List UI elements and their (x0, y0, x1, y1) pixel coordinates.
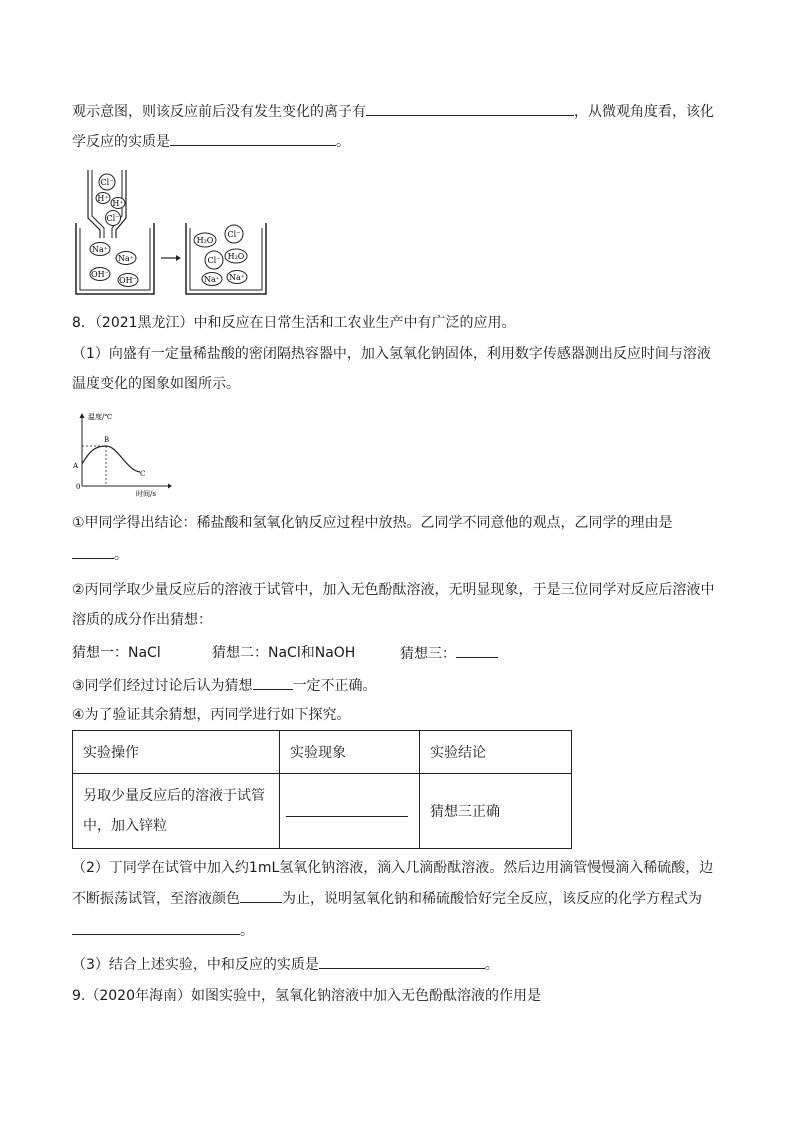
q8-p1-line1: （1）向盛有一定量稀盐酸的密闭隔热容器中，加入氢氧化钠固体，利用数字传感器测出反应时间与溶液 (72, 346, 711, 362)
table-header-row (73, 731, 572, 774)
q8-p2-line2: 不断振荡试管，至溶液颜色 为止，说明氢氧化钠和稀硫酸恰好完全反应，该反应的化学方程式为 (72, 888, 702, 909)
right-ions (194, 225, 247, 286)
experiment-table (72, 730, 572, 849)
arrow-icon (161, 255, 181, 261)
svg-text:H⁺: H⁺ (97, 194, 109, 203)
dropper (88, 170, 100, 238)
q9-text: 9.（2020年海南）如图实验中，氢氧化钠溶液中加入无色酚酞溶液的作用是 (72, 988, 541, 1004)
svg-text:Cl⁻: Cl⁻ (227, 230, 241, 239)
svg-text:OH⁻: OH⁻ (91, 270, 109, 279)
svg-text:时间/s: 时间/s (136, 490, 156, 498)
q8-s4: ④为了验证其余猜想，丙同学进行如下探究。 (72, 707, 351, 723)
svg-text:Na⁺: Na⁺ (92, 245, 108, 254)
operation-cell: 另取少量反应后的溶液于试管 中，加入锌粒 (73, 774, 280, 849)
q8-title: 8．（2021黑龙江）中和反应在日常生活和工农业生产中有广泛的应用。 (72, 315, 516, 331)
svg-text:H₂O: H₂O (227, 252, 245, 261)
answer-blank (456, 643, 498, 658)
guess-2: 猜想二：NaCl和NaOH (212, 645, 356, 661)
answer-blank (286, 802, 408, 817)
svg-text:B: B (104, 436, 110, 444)
q8-s1-line1: ①甲同学得出结论：稀盐酸和氢氧化钠反应过程中放热。乙同学不同意他的观点，乙同学的理由是 (72, 515, 673, 531)
table-row (73, 774, 572, 849)
left-beaker (76, 223, 154, 294)
guess-1: 猜想一：NaCl (72, 645, 161, 661)
q8-p2-line1: （2）丁同学在试管中加入约1mL氢氧化钠溶液，滴入几滴酚酞溶液。然后边用滴管慢慢滴入稀硫酸，边 (72, 860, 714, 876)
svg-text:0: 0 (76, 483, 81, 491)
answer-blank (170, 131, 336, 146)
svg-text:Cl⁻: Cl⁻ (100, 178, 114, 187)
q8-s2-line2: 溶质的成分作出猜想： (72, 612, 212, 628)
reaction-micro-diagram (72, 168, 272, 298)
conclusion-cell: 猜想三正确 (420, 774, 572, 849)
answer-blank (240, 888, 282, 903)
svg-text:温度/℃: 温度/℃ (88, 413, 113, 421)
q7-line-1: 观示意图，则该反应前后没有发生变化的离子有 ，从微观角度看，该化 (72, 101, 714, 122)
q7-line-2: 学反应的实质是 。 (72, 131, 350, 152)
svg-text:H₂O: H₂O (196, 236, 214, 245)
q8-p2-line3: 。 (72, 920, 254, 941)
q8-s3: ③同学们经过讨论后认为猜想 一定不正确。 (72, 675, 377, 696)
answer-blank (319, 954, 485, 969)
table-header-cell: 实验现象 (280, 731, 420, 774)
table-header-cell: 实验结论 (420, 731, 572, 774)
svg-text:Na⁺: Na⁺ (204, 275, 220, 284)
svg-text:Cl⁻: Cl⁻ (106, 214, 120, 223)
left-ions (90, 174, 138, 287)
answer-blank (366, 101, 574, 116)
svg-text:Na⁺: Na⁺ (229, 273, 245, 282)
phenomenon-cell (280, 774, 420, 849)
svg-text:H⁺: H⁺ (112, 199, 124, 208)
svg-text:Cl⁻: Cl⁻ (207, 256, 221, 265)
temperature-curve (82, 446, 140, 472)
table-header-cell: 实验操作 (73, 731, 280, 774)
answer-blank (72, 920, 240, 935)
answer-blank (253, 675, 293, 690)
answer-blank (72, 544, 114, 559)
q8-p1-line2: 温度变化的图象如图所示。 (72, 376, 240, 392)
svg-text:C: C (140, 470, 146, 478)
guess-3: 猜想三： (400, 643, 498, 664)
q8-p3: （3）结合上述实验，中和反应的实质是 。 (72, 954, 499, 975)
temperature-time-graph (70, 410, 180, 498)
q8-s2-line1: ②丙同学取少量反应后的溶液于试管中，加入无色酚酞溶液，无明显现象，于是三位同学对反应后溶液中 (72, 582, 715, 598)
svg-text:OH⁻: OH⁻ (119, 276, 137, 285)
q8-s1-line2: 。 (72, 544, 128, 565)
svg-text:Na⁺: Na⁺ (118, 254, 134, 263)
svg-text:A: A (73, 462, 79, 470)
